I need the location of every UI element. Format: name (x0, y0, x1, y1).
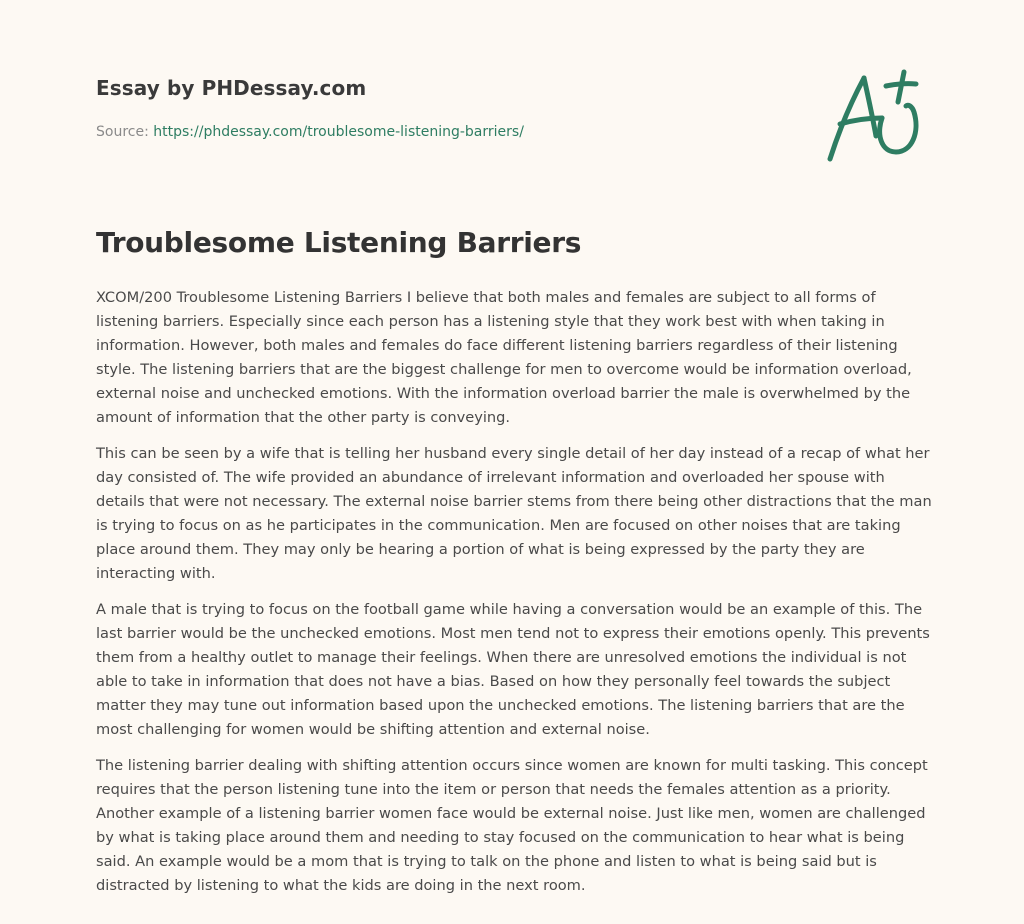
article-title: Troublesome Listening Barriers (96, 226, 582, 259)
article-paragraph: A male that is trying to focus on the football game while having a conversation would be an example of this. The last barrier would be the unchecked emotions. Most men tend not to express their emotions openly. This prevents them from a healthy outlet to manage their feelings. When there are unresolved emotions the individual is not able to take in information that does not have a bias. Based on how they personally feel towards the subject matter they may tune out information based upon the unchecked emotions. The listening barriers that are the most challenging for women would be shifting attention and external noise. (96, 601, 930, 738)
source-line (96, 124, 524, 140)
header (96, 76, 696, 100)
site-brand: Essay by PHDessay.com (96, 76, 367, 100)
article-paragraph: The listening barrier dealing with shifting attention occurs since women are known for multi tasking. This concept requires that the person listening tune into the item or person that needs the females attention as a priority. Another example of a listening barrier women face would be external noise. Just like men, women are challenged by what is taking place around them and needing to stay focused on the communication to hear what is being said. An example would be a mom that is trying to talk on the phone and listen to what is being said but is distracted by listening to what the kids are doing in the next room. (96, 757, 928, 894)
article-paragraph: This can be seen by a wife that is telling her husband every single detail of her day instead of a recap of what her day consisted of. The wife provided an abundance of irrelevant information and overloaded her spouse with details that were not necessary. The external noise barrier stems from there being other distractions that the man is trying to focus on as he participates in the communication. Men are focused on other noises that are taking place around them. They may only be hearing a portion of what is being expressed by the party they are interacting with. (96, 445, 932, 582)
a-plus-grade-icon (820, 66, 930, 166)
article-body (96, 286, 934, 910)
article-paragraph: XCOM/200 Troublesome Listening Barriers I believe that both males and females are subject to all forms of listening barriers. Especially since each person has a listening style that they work best with when taking in information. However, both males and females do face different listening barriers regardless of their listening style. The listening barriers that are the biggest challenge for men to overcome would be information overload, external noise and unchecked emotions. With the information overload barrier the male is overwhelmed by the amount of information that the other party is conveying. (96, 289, 912, 426)
source-link[interactable]: https://phdessay.com/troublesome-listening-barriers/ (153, 124, 524, 140)
source-label: Source: (96, 124, 149, 140)
